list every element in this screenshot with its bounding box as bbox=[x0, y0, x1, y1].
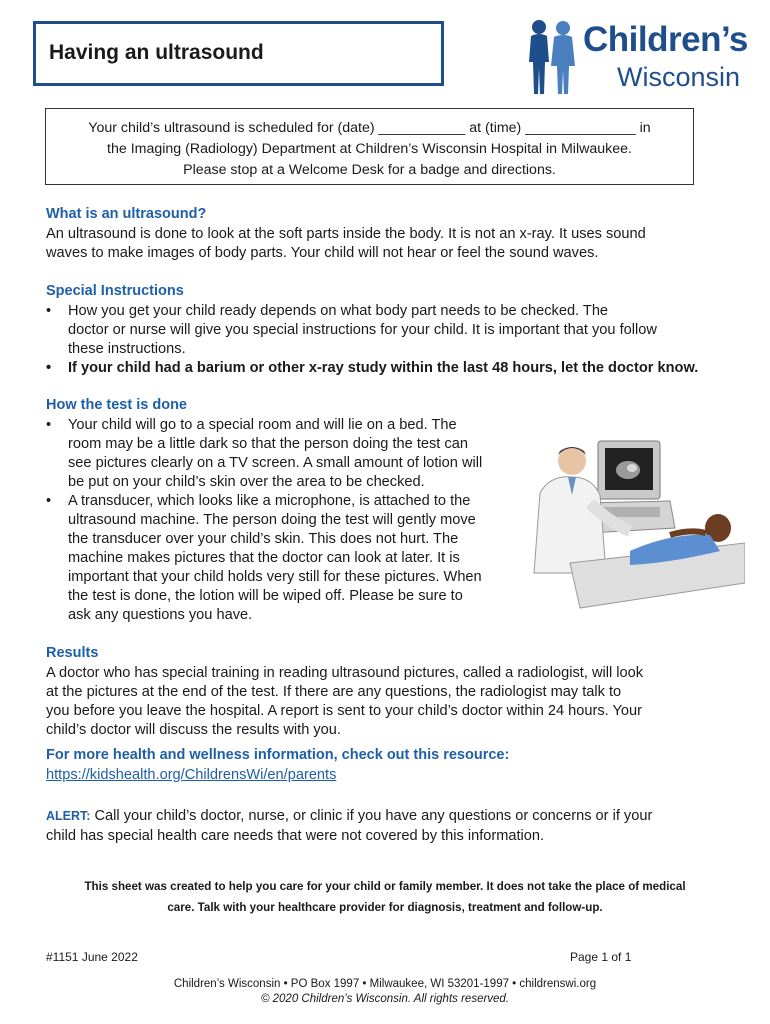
section-heading-what: What is an ultrasound? bbox=[46, 206, 207, 222]
alert-line: child has special health care needs that were not covered by this information. bbox=[46, 828, 545, 844]
disclaimer-line: care. Talk with your healthcare provider for diagnosis, treatment and follow-up. bbox=[167, 901, 603, 914]
logo-subtitle: Wisconsin bbox=[617, 62, 741, 92]
bullet-icon: • bbox=[46, 303, 52, 319]
paragraph-line: you before you leave the hospital. A report is sent to your child’s doctor within 24 hours. Your bbox=[46, 703, 643, 719]
bullet-line: A transducer, which looks like a microphone, is attached to the bbox=[68, 493, 471, 509]
bullet-line: be put on your child’s skin over the area to be checked. bbox=[68, 474, 425, 490]
bullet-line: the transducer over your child’s skin. This does not hurt. The bbox=[68, 531, 459, 547]
bullet-line: If your child had a barium or other x-ray study within the last 48 hours, let the doctor know. bbox=[68, 360, 699, 376]
paragraph-line: An ultrasound is done to look at the soft parts inside the body. It is not an x-ray. It uses sound bbox=[46, 226, 646, 242]
paragraph-line: child’s doctor will discuss the results with you. bbox=[46, 722, 341, 738]
bullet-line: ultrasound machine. The person doing the test will gently move bbox=[68, 512, 476, 528]
alert-label: ALERT: bbox=[46, 809, 91, 823]
paragraph-line: at the pictures at the end of the test. If there are any questions, the radiologist may talk to bbox=[46, 684, 622, 700]
section-heading-results: Results bbox=[46, 645, 99, 661]
bullet-line: doctor or nurse will give you special instructions for your child. It is important that you follow bbox=[68, 322, 657, 338]
bullet-icon: • bbox=[46, 360, 52, 376]
bullet-line: see pictures clearly on a TV screen. A small amount of lotion will bbox=[68, 455, 483, 471]
bullet-line: these instructions. bbox=[68, 341, 186, 357]
document-id: #1151 June 2022 bbox=[46, 950, 138, 964]
bullet-icon: • bbox=[46, 417, 52, 433]
alert-text bbox=[46, 806, 652, 846]
paragraph-line: A doctor who has special training in reading ultrasound pictures, called a radiologist, will look bbox=[46, 665, 644, 681]
footer-address: Children’s Wisconsin • PO Box 1997 • Milwaukee, WI 53201-1997 • childrenswi.org bbox=[173, 978, 597, 990]
schedule-line: Please stop at a Welcome Desk for a badge and directions. bbox=[183, 162, 556, 178]
section-heading-special: Special Instructions bbox=[46, 283, 184, 299]
bullet-line: room may be a little dark so that the person doing the test can bbox=[68, 436, 468, 452]
resource-heading: For more health and wellness information, check out this resource: bbox=[46, 747, 510, 763]
footer-copyright: © 2020 Children’s Wisconsin. All rights reserved. bbox=[260, 993, 510, 1005]
page-number: Page 1 of 1 bbox=[570, 950, 632, 964]
disclaimer bbox=[40, 876, 730, 918]
children-silhouette-icon bbox=[523, 18, 583, 96]
bullet-icon: • bbox=[46, 493, 52, 509]
disclaimer-line: This sheet was created to help you care for your child or family member. It does not take the place of medical bbox=[84, 880, 686, 893]
bullet-line: ask any questions you have. bbox=[68, 607, 253, 623]
bullet-line: the test is done, the lotion will be wiped off. Please be sure to bbox=[68, 588, 463, 604]
schedule-line: the Imaging (Radiology) Department at Children’s Wisconsin Hospital in Milwaukee. bbox=[107, 141, 632, 157]
page-title: Having an ultrasound bbox=[49, 41, 264, 64]
bullet-line: How you get your child ready depends on what body part needs to be checked. The bbox=[68, 303, 609, 319]
ultrasound-exam-illustration bbox=[520, 433, 745, 618]
schedule-box bbox=[45, 108, 694, 185]
schedule-line: Your child’s ultrasound is scheduled for (date) ___________ at (time) ______________ in bbox=[88, 120, 651, 136]
title-box bbox=[33, 21, 444, 86]
logo-name: Children’s bbox=[583, 20, 748, 59]
bullet-line: important that your child holds very still for these pictures. When bbox=[68, 569, 482, 585]
paragraph-line: waves to make images of body parts. Your child will not hear or feel the sound waves. bbox=[46, 245, 599, 261]
bullet-line: Your child will go to a special room and will lie on a bed. The bbox=[68, 417, 457, 433]
bullet-line: machine makes pictures that the doctor can look at later. It is bbox=[68, 550, 460, 566]
kidshealth-link[interactable]: https://kidshealth.org/ChildrensWi/en/parents bbox=[46, 767, 337, 783]
childrens-wisconsin-logo bbox=[523, 18, 748, 98]
section-heading-how: How the test is done bbox=[46, 397, 187, 413]
alert-line: Call your child’s doctor, nurse, or clinic if you have any questions or concerns or if your bbox=[90, 808, 653, 824]
